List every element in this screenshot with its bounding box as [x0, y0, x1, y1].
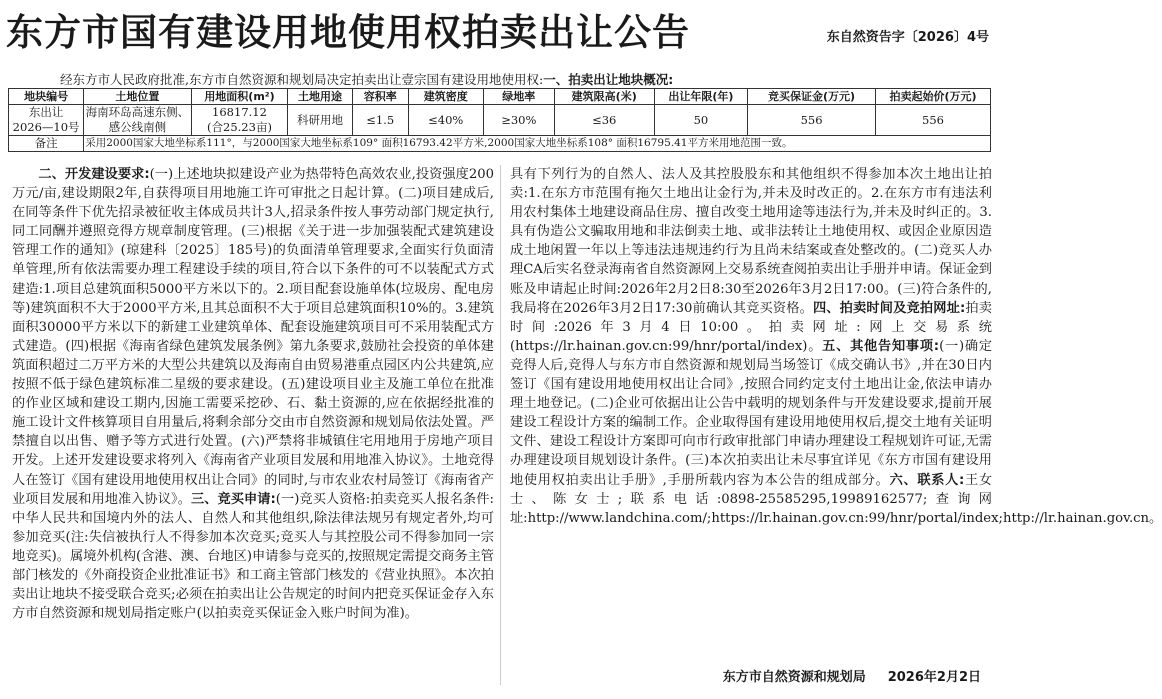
- parcel-height-cell: ≤36: [554, 105, 654, 136]
- header-cell: 绿地率: [483, 89, 554, 105]
- section-text: (一)竞买人资格:拍卖竞买人报名条件:中华人民共和国境内外的法人、自然人和其他组织,除法律法规另有规定者外,均可参加竞买(注:失信被执行人不得参加本次竞买;竞买人与其控股公司不得参加同一宗地竞买)。属境外机构(含港、澳、台地区)申请参与竞买的,按照规定需提交商务主管部门核发的《外商投资企业批准证书》和工商主管部门核发的《营业执照》。本次拍卖出让地块不接受联合竞买;必须在拍卖出让公告规定的时间内把竞买保证金存入东方市自然资源和规划局指定账户(以拍卖竞买保证金入账户时间为准)。: [12, 491, 494, 622]
- note-label-cell: 备注: [9, 136, 84, 152]
- parcel-use-cell: 科研用地: [288, 105, 352, 136]
- parcel-area-cell: [191, 105, 288, 136]
- section-one-heading: 一、拍卖出让地块概况:: [543, 72, 674, 87]
- parcel-start-price-cell: 556: [875, 105, 990, 136]
- parcel-id-cell: [9, 105, 84, 136]
- section-text: 具有下列行为的自然人、法人及其控股股东和其他组织不得参加本次土地出让拍卖:1.在东方市范围有拖欠土地出让金行为,并未及时改正的。2.在东方市有违法利用农村集体土地建设商品住房、擅自改变土地用途等违法行为,并未及时纠正的。3.具有伪造公文骗取用地和非法倒卖土地、或非法转让土地使用权、或因企业原因造成土地闲置一年以上等违法违规违约行为且尚未结案或查处整改的。(二)竞买人办理CA后实名登录海南省自然资源网上交易系统查阅拍卖出让手册并申请。保证金到账及申请起止时间:2026年2月2日8:30至2026年3月2日17:00。(三)符合条件的,我局将在2026年3月2日17:30前确认其竞买资格。: [510, 167, 992, 316]
- parcel-location-cell: [84, 105, 191, 136]
- issuer-name: 东方市自然资源和规划局: [722, 670, 866, 685]
- parcel-far-cell: ≤1.5: [352, 105, 408, 136]
- parcel-table-header-row: [9, 89, 991, 105]
- parcel-location-line: 海南环岛高速东侧、: [85, 105, 190, 119]
- parcel-density-cell: ≤40%: [408, 105, 483, 136]
- header-cell: 用地面积(m²): [191, 89, 288, 105]
- parcel-green-cell: ≥30%: [483, 105, 554, 136]
- parcel-table-row: [9, 105, 991, 136]
- document-number: 东自然资告字〔2026〕4号: [826, 30, 989, 45]
- parcel-area-line: 16817.12: [212, 105, 267, 119]
- header-cell: 出让年限(年): [654, 89, 747, 105]
- left-column: [12, 165, 494, 685]
- note-text-cell: 采用2000国家大地坐标系111°，与2000国家大地坐标系109° 面积16793.42平方米,2000国家大地坐标系108° 面积16795.41平方米用地范围一致。: [84, 136, 991, 152]
- header-cell: 拍卖起始价(万元): [875, 89, 990, 105]
- parcel-area-line: (合25.23亩): [207, 120, 272, 134]
- body-paragraph: [12, 165, 494, 623]
- parcel-note-row: [9, 136, 991, 152]
- parcel-table: [8, 88, 991, 152]
- parcel-id-line: 2026—10号: [12, 120, 80, 134]
- header-cell: 土地位置: [84, 89, 191, 105]
- header-cell: 容积率: [352, 89, 408, 105]
- intro-line: [60, 70, 673, 88]
- section-text: (一)确定竞得人后,竞得人与东方市自然资源和规划局当场签订《成交确认书》,并在30日内签订《国有建设用地使用权出让合同》,按照合同约定支付土地出让金,依法申请办理土地登记。(二)企业可依据出让公告中载明的规划条件与开发建设要求,提前开展建设工程设计方案的编制工作。企业取得国有建设用地使用权后,提交土地有关证明文件、建设工程设计方案即可向市行政审批部门申请办理建设工程规划许可证,无需办理建设项目规划设计条件。(三)本次拍卖出让未尽事宜详见《东方市国有建设用地使用权拍卖出让手册》,手册所载内容为本公告的组成部分。: [510, 338, 993, 488]
- column-divider: [500, 165, 501, 685]
- section-heading: 二、开发建设要求:: [38, 167, 150, 182]
- header-cell: 竞买保证金(万元): [748, 89, 876, 105]
- header-cell: 建筑密度: [408, 89, 483, 105]
- parcel-term-cell: 50: [654, 105, 747, 136]
- parcel-id-line: 东出让: [28, 105, 64, 119]
- header-cell: 土地用途: [288, 89, 352, 105]
- parcel-location-line: 感公线南侧: [108, 120, 167, 134]
- issue-date: 2026年2月2日: [887, 670, 981, 685]
- right-column: [510, 165, 1162, 685]
- section-text: 王女士、陈女士;联系电话:0898-25585295,19989162577;查询网址:http://www.landchina.com/;https://lr.hainan.gov.cn:99/hnr/portal/index;http://lr.hainan.gov.cn。: [510, 472, 1162, 526]
- section-text: (一)上述地块拟建设产业为热带特色高效农业,投资强度200万元/亩,建设期限2年,自获得项目用地施工许可审批之日起计算。(二)项目建成后,在同等条件下优先招录被征收主体成员共计3人,招录条件按人事劳动部门规定执行,同工同酬并遵照竞得方规章制度管理。(三)根据《关于进一步加强装配式建筑建设管理工作的通知》(琼建科〔2025〕185号)的负面清单管理要求,全面实行负面清单管理,所有依法需要办理工程建设手续的项目,符合以下条件的可不以装配式方式建造:1.项目总建筑面积5000平方米以下的。2.项目配套设施单体(垃圾房、配电房等)建筑面积不大于2000平方米,且其总面积不大于项目总建筑面积10%的。3.建筑面积30000平方米以下的新建工业建筑单体、配套设施建筑项目可不采用装配式方式建造。(四)根据《海南省绿色建筑发展条例》第九条要求,鼓励社会投资的单体建筑面积超过二万平方米的大型公共建筑以及海南自由贸易港重点园区内公共建筑,应按照不低于绿色建筑标准二星级的要求建设。(五)建设项目业主及施工单位在批准的作业区域和建设工期内,因施工需要采挖砂、石、黏土资源的,应在依据经批准的施工设计文件核算项目自用量后,将剩余部分交由市自然资源和规划局依法处置。严禁擅自以出售、赠予等方式进行处置。(六)严禁将非城镇住宅用地用于房地产项目开发。上述开发建设要求将列入《海南省产业项目发展和用地准入协议》。土地竞得人在签订《国有建设用地使用权出让合同》的同时,与市农业农村局签订《海南省产业项目发展和用地准入协议》。: [12, 167, 494, 507]
- section-heading: 四、拍卖时间及竞拍网址:: [812, 300, 966, 316]
- parcel-deposit-cell: 556: [748, 105, 876, 136]
- footer-signature: [701, 666, 981, 685]
- section-heading: 六、联系人:: [889, 472, 965, 488]
- header-cell: 建筑限高(米): [554, 89, 654, 105]
- page-title: 东方市国有建设用地使用权拍卖出让公告: [6, 11, 690, 54]
- header-cell: 地块编号: [9, 89, 84, 105]
- section-heading: 五、其他告知事项:: [822, 338, 940, 354]
- section-heading: 三、竞买申请:: [190, 491, 276, 507]
- intro-text: 经东方市人民政府批准,东方市自然资源和规划局决定拍卖出让壹宗国有建设用地使用权:: [60, 72, 544, 87]
- section-text: 拍卖时间:2026年3月4日10:00。拍卖网址:网上交易系统(https://lr.hainan.gov.cn:99/hnr/portal/index)。: [510, 300, 992, 354]
- body-paragraph: [510, 165, 1162, 528]
